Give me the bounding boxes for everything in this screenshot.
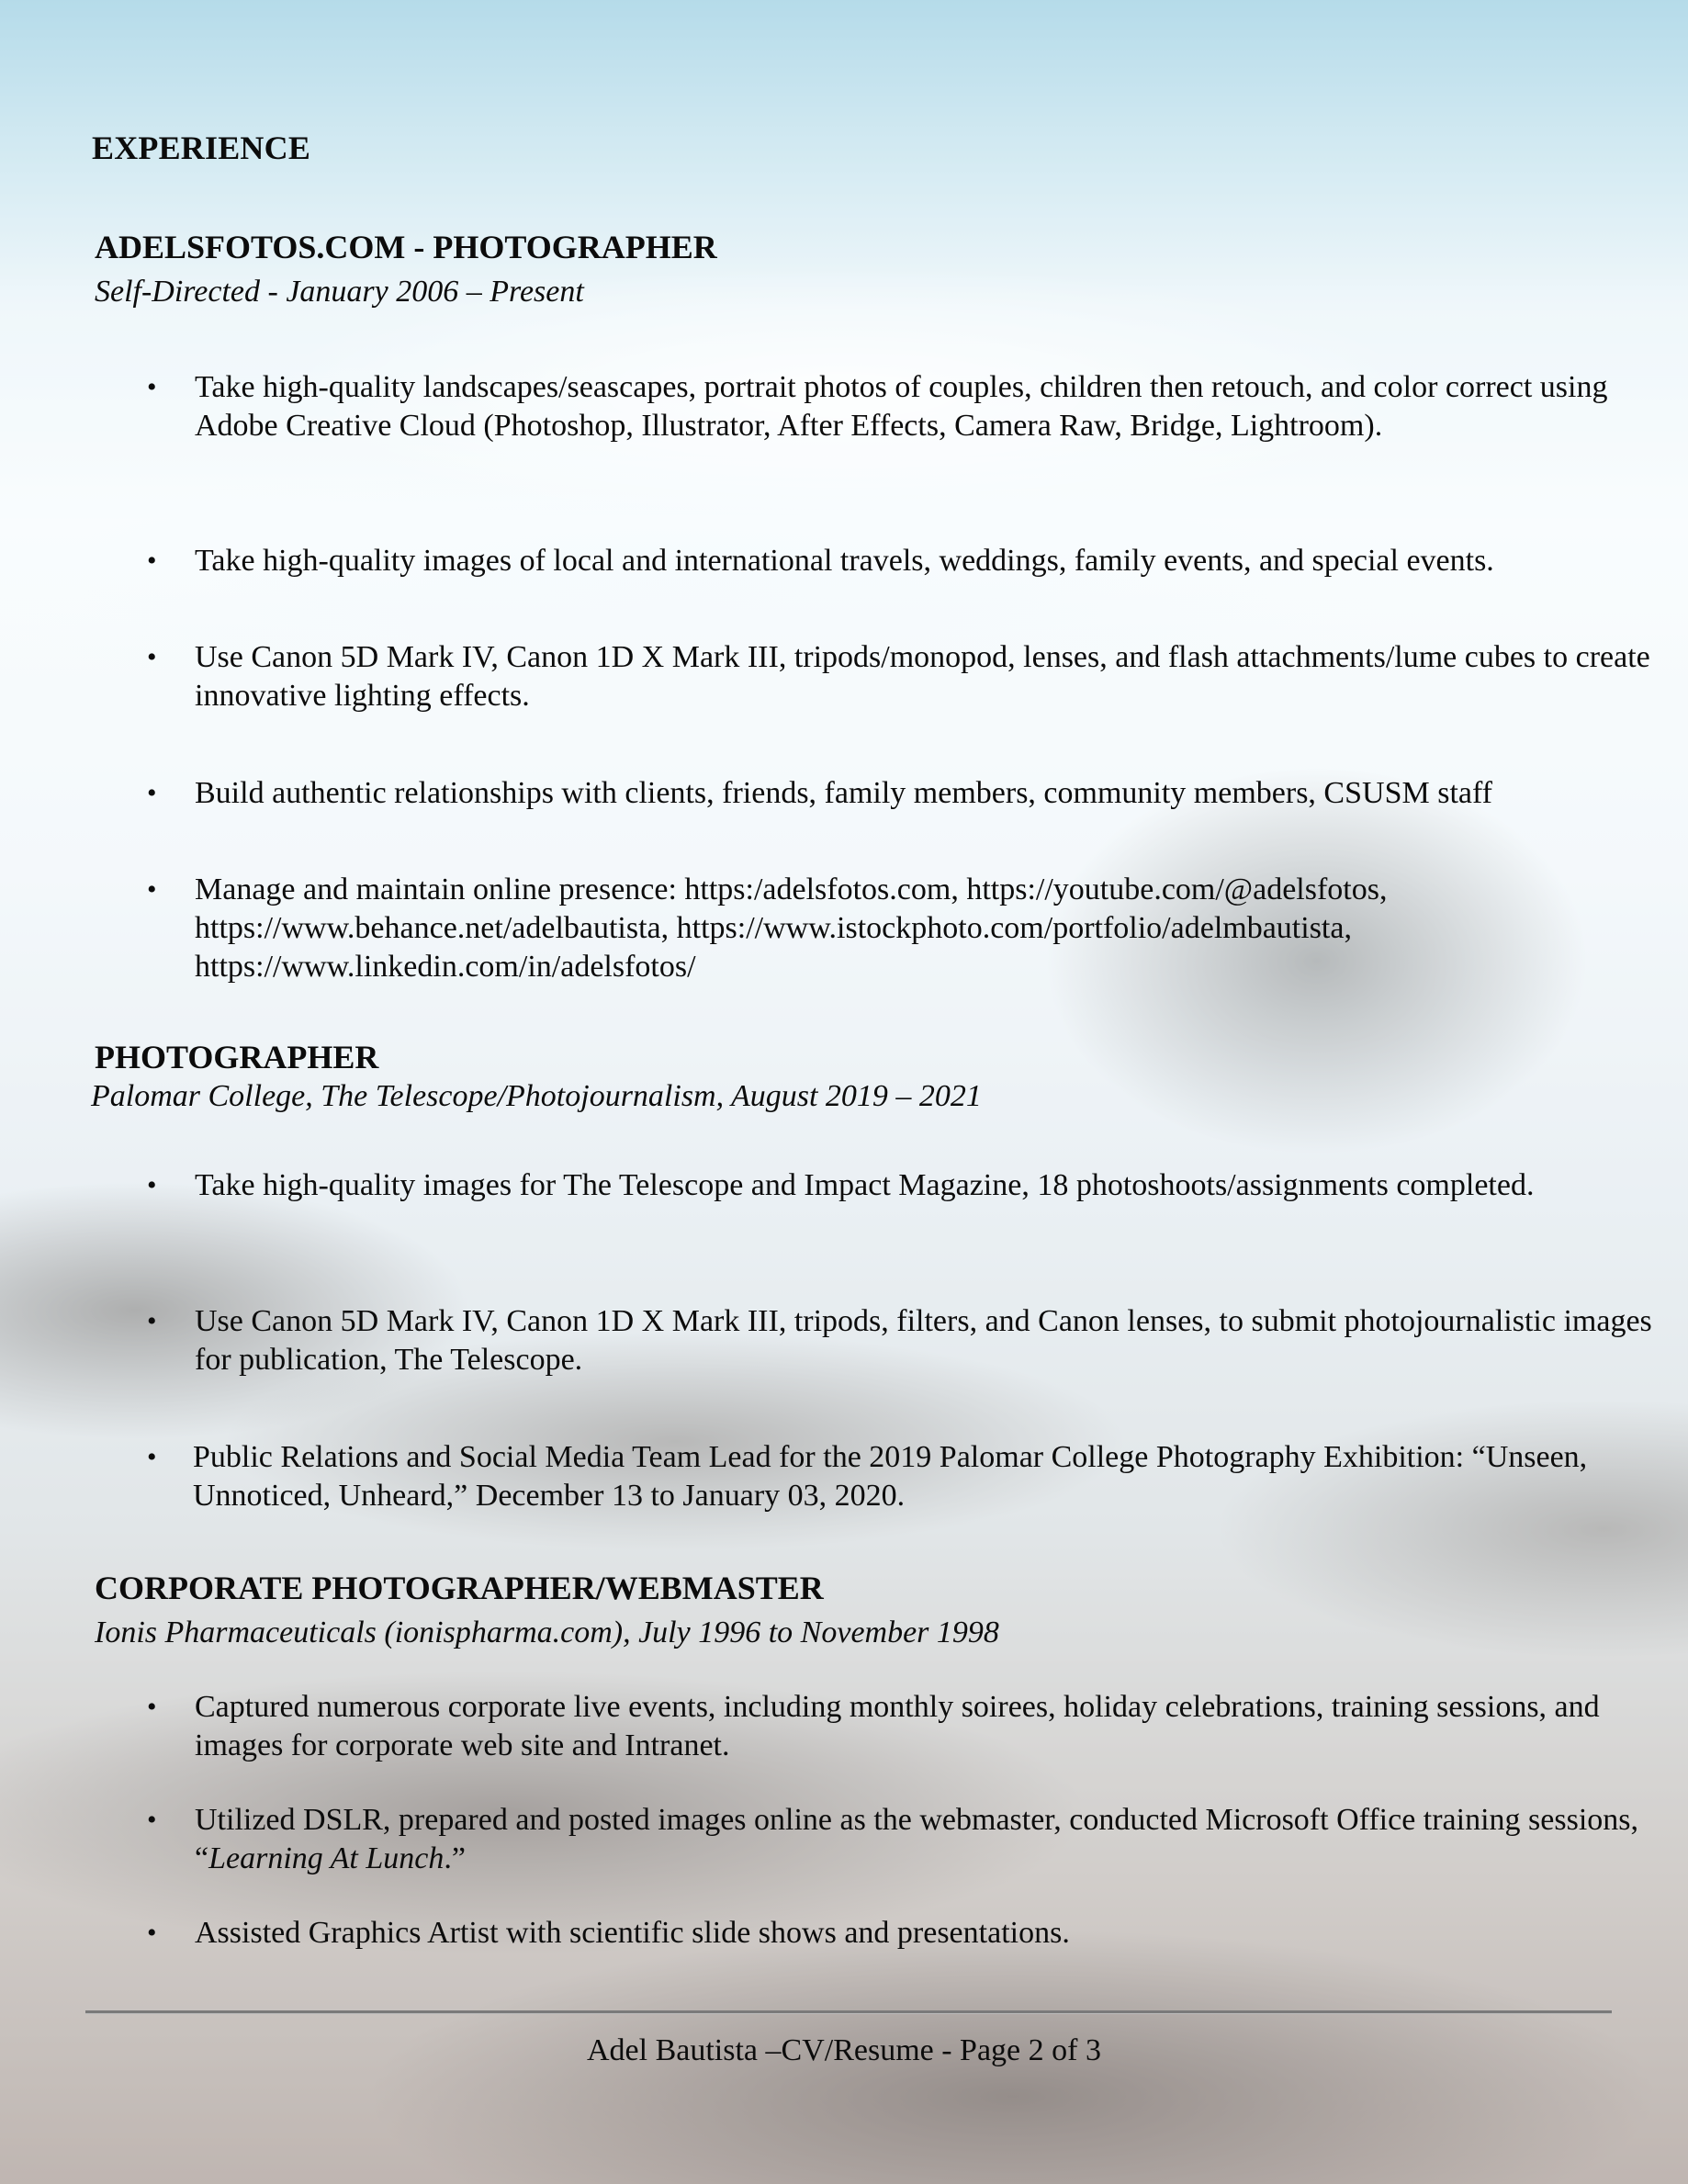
list-item-text (195, 1801, 1664, 1878)
emphasis-learning-at-lunch: Learning At Lunch (208, 1841, 445, 1875)
list-item-text: Manage and maintain online presence: https:/adelsfotos.com, https://youtube.com/@adelsfotos, https://www.behance.net/adelbautista, https://www.istockphoto.com/portfolio/adelmbautista, https://www.linkedin.com/in/adelsfotos/ (195, 872, 1388, 984)
bullet-icon: • (147, 778, 157, 808)
bullet-icon: • (147, 1442, 157, 1472)
list-item-text: Public Relations and Social Media Team Lead for the 2019 Palomar College Photography Exhibition: “Unseen, Unnoticed, Unheard,” December 13 to January 03, 2020. (193, 1440, 1588, 1513)
job-title-photographer: PHOTOGRAPHER (95, 1039, 379, 1075)
job-subtitle-corporate: Ionis Pharmaceuticals (ionispharma.com), July 1996 to November 1998 (95, 1615, 999, 1649)
list-item-text: Take high-quality images for The Telescope and Impact Magazine, 18 photoshoots/assignments completed. (195, 1168, 1535, 1202)
bullet-icon: • (147, 1805, 157, 1835)
footer-divider (85, 2010, 1612, 2014)
job-title-adelsfotos: ADELSFOTOS.COM - PHOTOGRAPHER (95, 229, 717, 265)
bullet-icon: • (147, 1692, 157, 1722)
bullet-icon: • (147, 1306, 157, 1336)
section-heading-experience: EXPERIENCE (92, 129, 311, 166)
bullet-icon: • (147, 1918, 157, 1948)
page-footer: Adel Bautista –CV/Resume - Page 2 of 3 (587, 2033, 1101, 2067)
job-subtitle-photographer: Palomar College, The Telescope/Photojournalism, August 2019 – 2021 (91, 1079, 982, 1113)
list-item-text: Build authentic relationships with clients, friends, family members, community members, CSUSM staff (195, 776, 1493, 810)
list-item-text-start: Utilized DSLR, prepared and posted images online as the webmaster, conducted Microsoft Office training sessions, “ (195, 1803, 1639, 1875)
list-item-text: Use Canon 5D Mark IV, Canon 1D X Mark III, tripods/monopod, lenses, and flash attachments/lume cubes to create innovative lighting effects. (195, 640, 1650, 713)
bullet-icon: • (147, 372, 157, 402)
list-item-text-end: .” (444, 1841, 466, 1875)
list-item-text: Captured numerous corporate live events, including monthly soirees, holiday celebrations, training sessions, and images for corporate web site and Intranet. (195, 1690, 1600, 1762)
job-subtitle-adelsfotos: Self-Directed - January 2006 – Present (95, 275, 584, 309)
bullet-icon: • (147, 874, 157, 905)
list-item-text: Assisted Graphics Artist with scientific slide shows and presentations. (195, 1916, 1070, 1950)
list-item-text: Use Canon 5D Mark IV, Canon 1D X Mark III, tripods, filters, and Canon lenses, to submit photojournalistic images for publication, The Telescope. (195, 1304, 1652, 1377)
bullet-icon: • (147, 1170, 157, 1200)
list-item-text: Take high-quality images of local and international travels, weddings, family events, and special events. (195, 544, 1494, 578)
list-item-text: Take high-quality landscapes/seascapes, portrait photos of couples, children then retouch, and color correct using Adobe Creative Cloud (Photoshop, Illustrator, After Effects, Camera Raw, Bridge, Lightroom). (195, 370, 1608, 443)
job-title-corporate: CORPORATE PHOTOGRAPHER/WEBMASTER (95, 1570, 824, 1606)
bullet-icon: • (147, 546, 157, 576)
bullet-icon: • (147, 642, 157, 672)
